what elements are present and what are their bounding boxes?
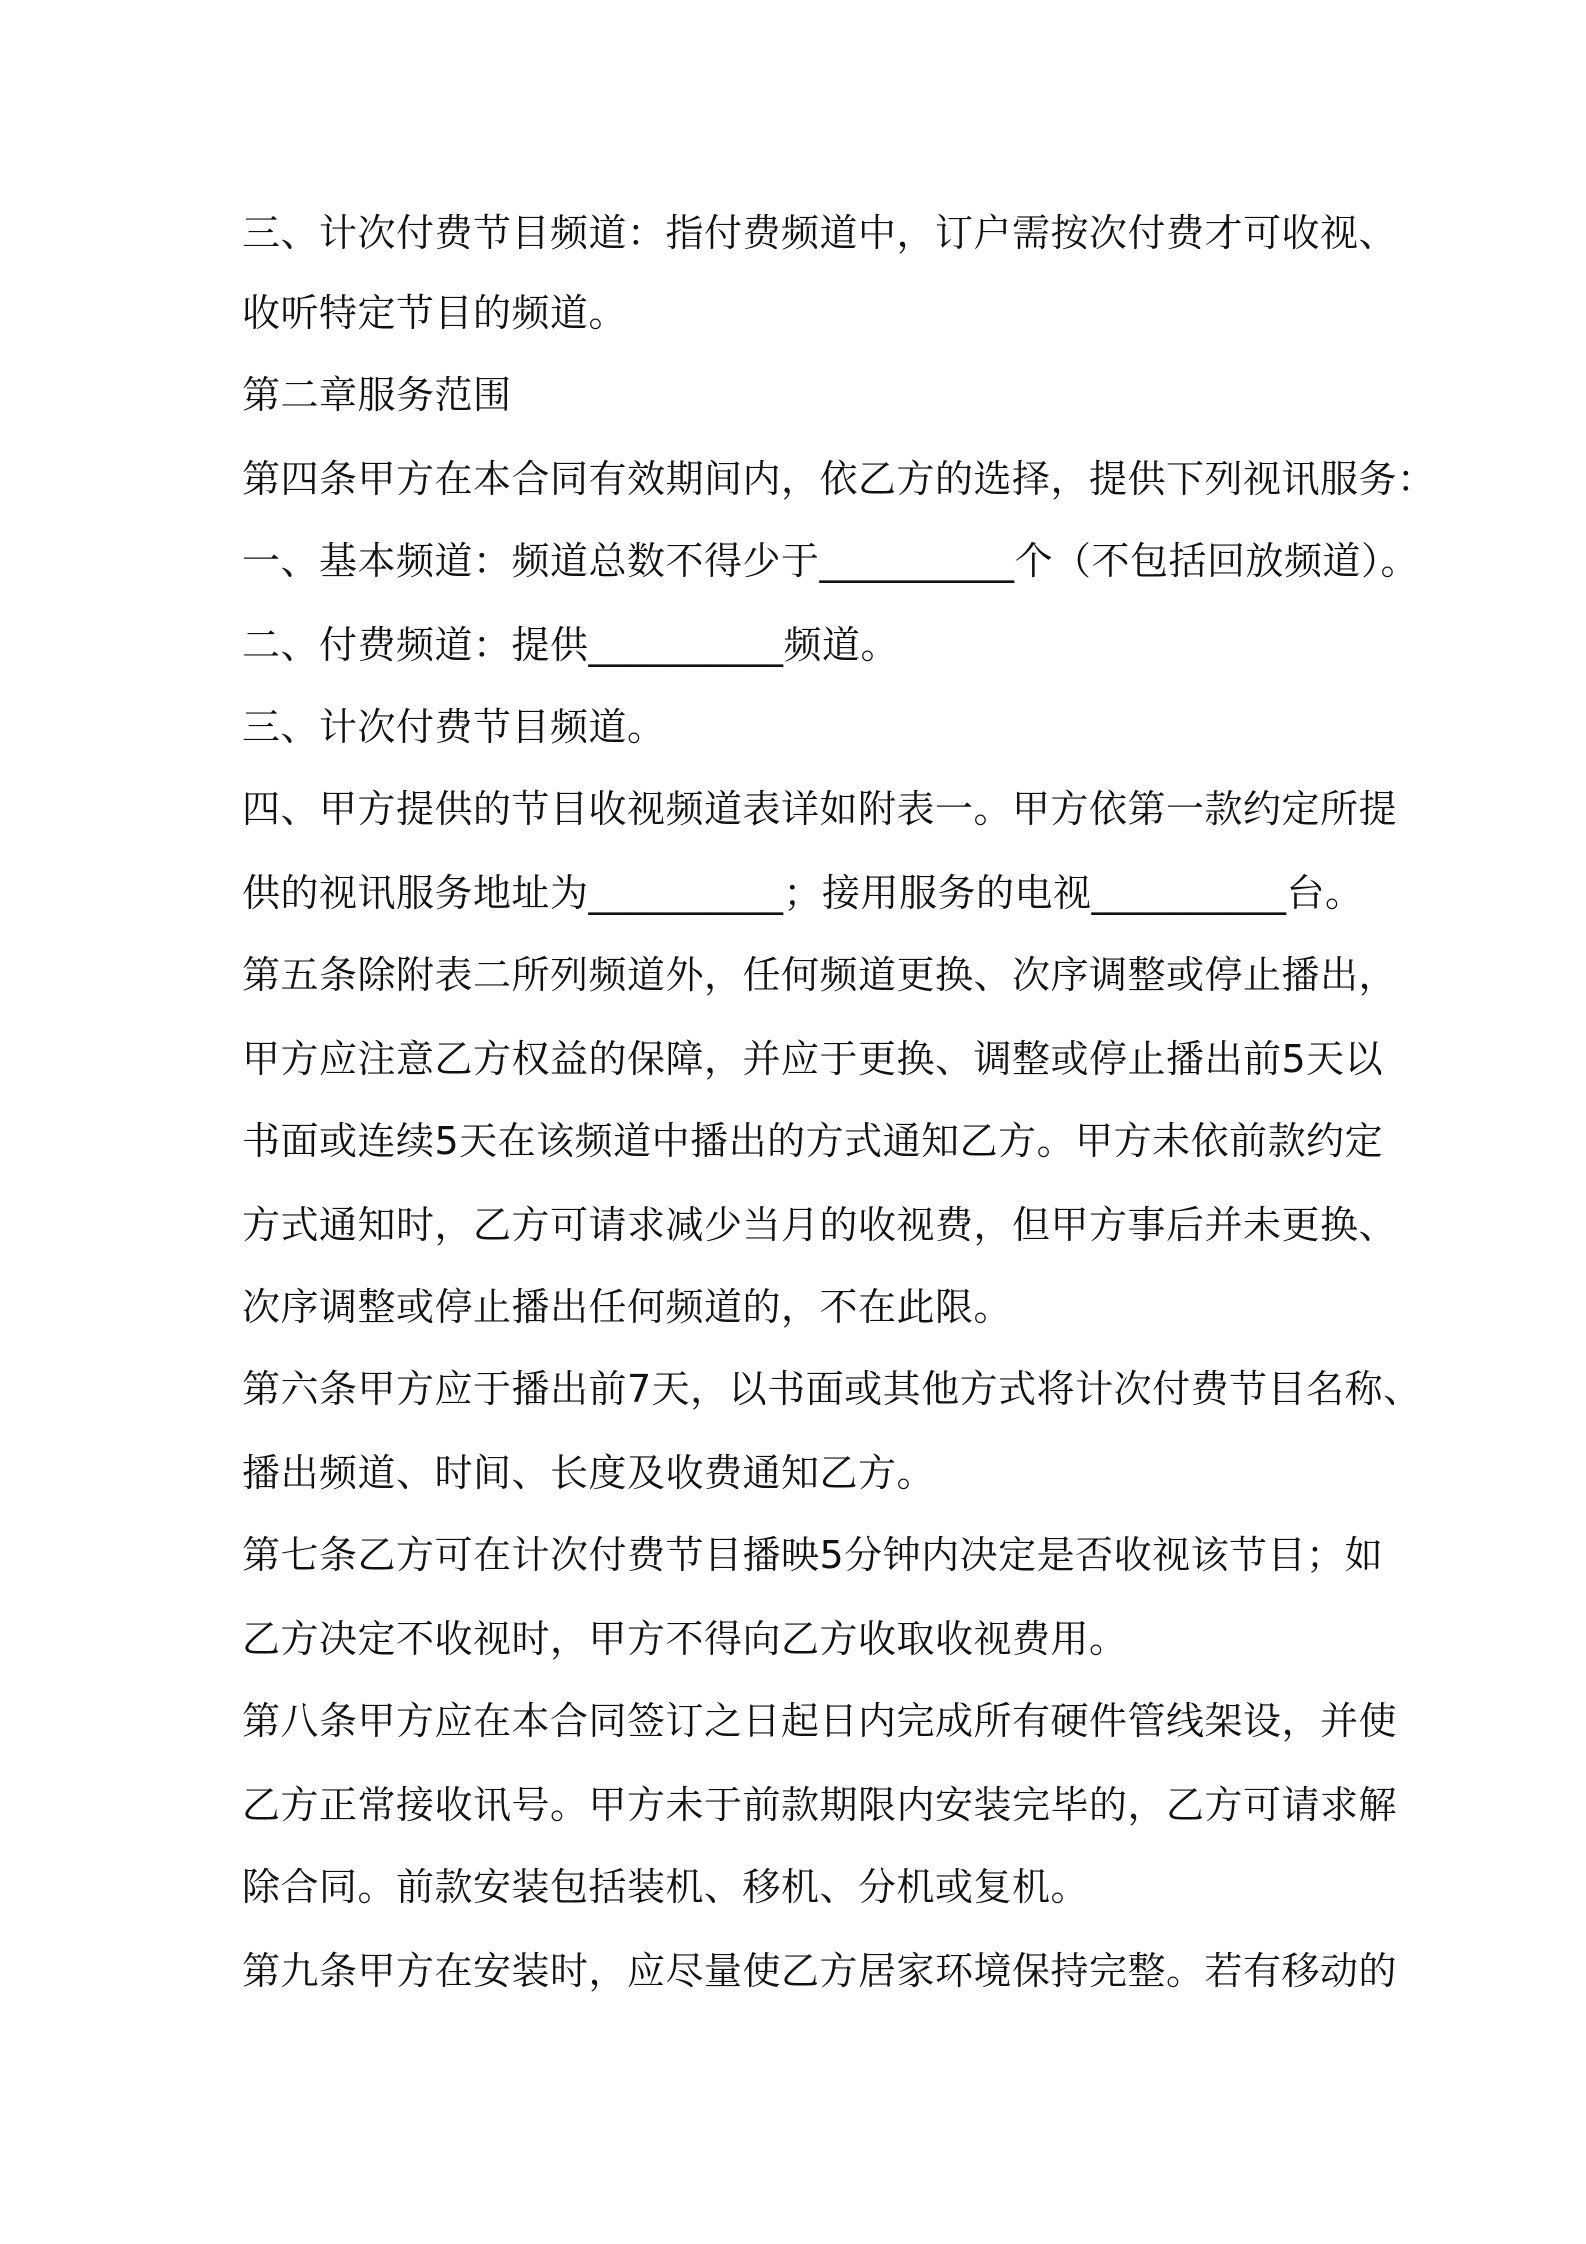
text-line: 乙方正常接收讯号。甲方未于前款期限内安装完毕的，乙方可请求解 <box>242 1783 1398 1827</box>
text-line: 收听特定节目的频道。 <box>242 291 628 335</box>
text-line: 除合同。前款安装包括装机、移机、分机或复机。 <box>242 1865 1090 1909</box>
text-line: 乙方决定不收视时，甲方不得向乙方收取收视费用。 <box>242 1617 1128 1661</box>
text-line: 第八条甲方应在本合同签订之日起日内完成所有硬件管线架设，并使 <box>242 1699 1398 1743</box>
text-line: 三、计次付费节目频道。 <box>242 705 666 749</box>
text-line: 第五条除附表二所列频道外，任何频道更换、次序调整或停止播出， <box>242 953 1398 997</box>
text-line: 三、计次付费节目频道：指付费频道中，订户需按次付费才可收视、 <box>242 211 1398 255</box>
text-line: 次序调整或停止播出任何频道的，不在此限。 <box>242 1285 1013 1329</box>
text-line: 第四条甲方在本合同有效期间内，依乙方的选择，提供下列视讯服务： <box>242 457 1436 501</box>
text-line: 甲方应注意乙方权益的保障，并应于更换、调整或停止播出前5天以 <box>242 1037 1384 1081</box>
text-line: 第九条甲方在安装时，应尽量使乙方居家环境保持完整。若有移动的 <box>242 1949 1398 1993</box>
text-line: 播出频道、时间、长度及收费通知乙方。 <box>242 1451 936 1495</box>
chapter-heading: 第二章服务范围 <box>242 373 512 417</box>
text-line: 供的视讯服务地址为__________；接用服务的电视__________台。 <box>242 871 1364 915</box>
text-line: 第七条乙方可在计次付费节目播映5分钟内决定是否收视该节目；如 <box>242 1533 1384 1577</box>
text-line: 一、基本频道：频道总数不得少于__________个（不包括回放频道）。 <box>242 539 1420 583</box>
text-line: 书面或连续5天在该频道中播出的方式通知乙方。甲方未依前款约定 <box>242 1119 1384 1163</box>
text-line: 第六条甲方应于播出前7天，以书面或其他方式将计次付费节目名称、 <box>242 1367 1422 1411</box>
text-line: 方式通知时，乙方可请求减少当月的收视费，但甲方事后并未更换、 <box>242 1203 1398 1247</box>
text-line: 四、甲方提供的节目收视频道表详如附表一。甲方依第一款约定所提 <box>242 787 1398 831</box>
text-line: 二、付费频道：提供__________频道。 <box>242 623 900 667</box>
